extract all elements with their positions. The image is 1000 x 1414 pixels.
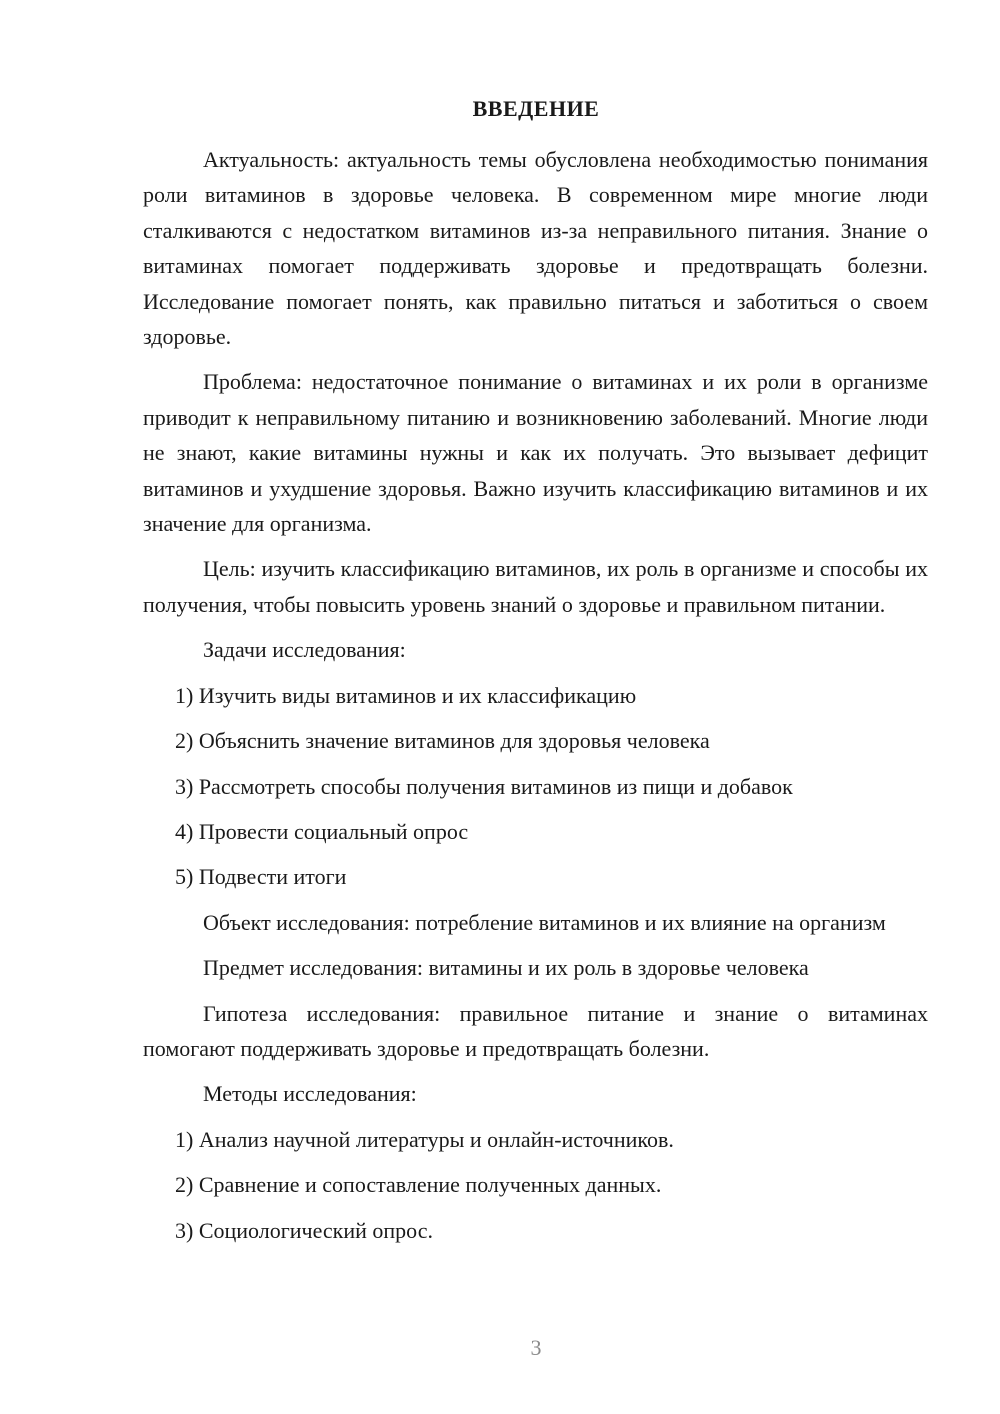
section-heading: ВВЕДЕНИЕ: [472, 96, 600, 121]
methods-label: Методы исследования:: [203, 1081, 417, 1107]
relevance-paragraph: Актуальность: актуальность темы обусловлена необходимостью понимания роли витаминов в здоровье человека. В современном мире многие люди сталкиваются с недостатком витаминов из-за неправильного питания. Знание о витаминах помогает поддерживать здоровье и предотвращать болезни. Исследование помогает понять, как правильно питаться и заботиться о своем здоровье.: [143, 147, 928, 350]
method-item-3: 3) Социологический опрос.: [175, 1217, 433, 1243]
tasks-label: Задачи исследования:: [203, 637, 406, 663]
page-number: 3: [530, 1335, 542, 1360]
method-item-1: 1) Анализ научной литературы и онлайн-источников.: [175, 1126, 674, 1152]
body-text: [143, 142, 928, 1258]
goal-paragraph: Цель: изучить классификацию витаминов, их роль в организме и способы их получения, чтобы повысить уровень знаний о здоровье и правильном питании.: [143, 556, 928, 617]
task-item-1: 1) Изучить виды витаминов и их классификацию: [175, 682, 637, 708]
method-item-2: 2) Сравнение и сопоставление полученных данных.: [175, 1172, 662, 1198]
task-item-5: 5) Подвести итоги: [175, 864, 347, 890]
task-item-2: 2) Объяснить значение витаминов для здоровья человека: [175, 728, 710, 754]
task-item-4: 4) Провести социальный опрос: [175, 818, 469, 844]
hypothesis-paragraph: Гипотеза исследования: правильное питание и знание о витаминах помогают поддерживать здоровье и предотвращать болезни.: [143, 1000, 928, 1061]
task-item-3: 3) Рассмотреть способы получения витаминов из пищи и добавок: [175, 773, 793, 799]
subject-paragraph: Предмет исследования: витамины и их роль в здоровье человека: [203, 955, 809, 981]
problem-paragraph: Проблема: недостаточное понимание о витаминах и их роли в организме приводит к неправильному питанию и возникновению заболеваний. Многие люди не знают, какие витамины нужны и как их получать. Это вызывает дефицит витаминов и ухудшение здоровья. Важно изучить классификацию витаминов и их значение для организма.: [143, 369, 928, 537]
object-paragraph: Объект исследования: потребление витаминов и их влияние на организм: [203, 909, 886, 935]
